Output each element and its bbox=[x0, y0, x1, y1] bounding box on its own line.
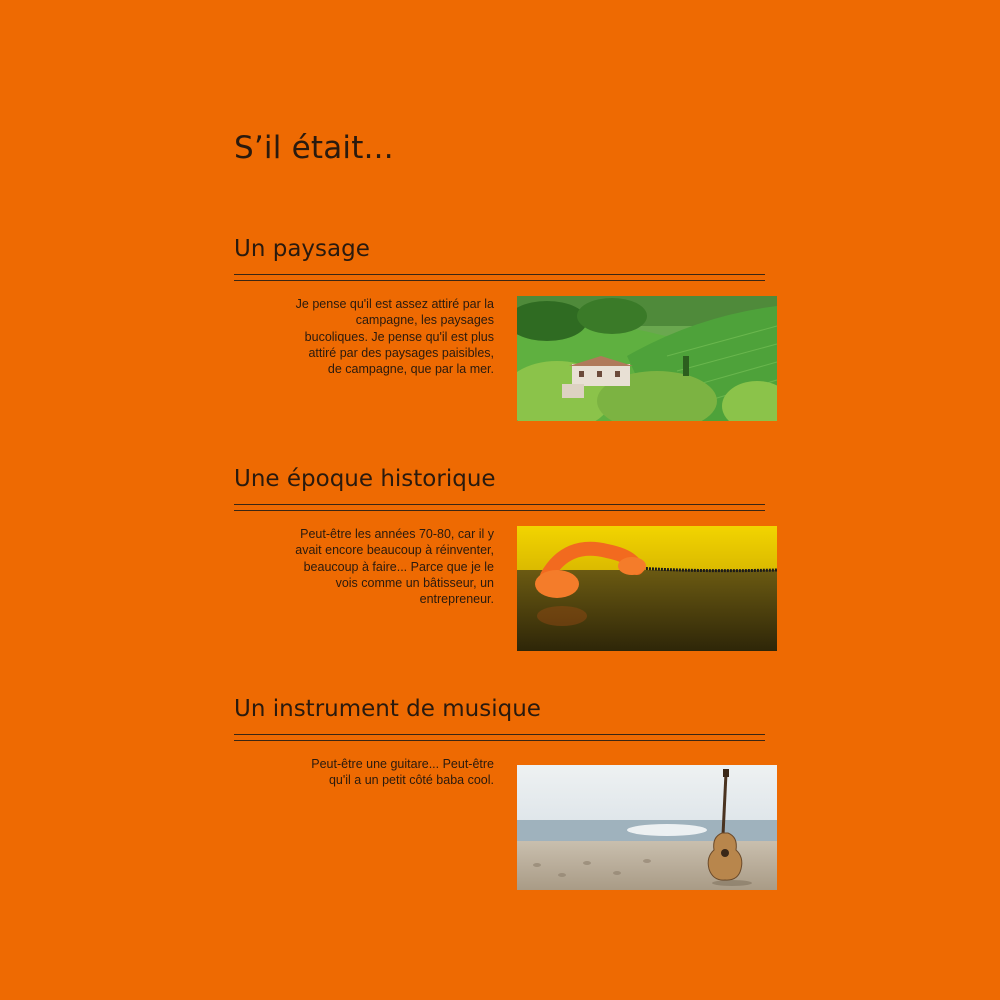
section-title: Un instrument de musique bbox=[234, 696, 541, 722]
section-description: Je pense qu'il est assez attiré par la campagne, les paysages bucoliques. Je pense qu'il est plus attiré par des paysages paisibles, de campagne, que par la mer. bbox=[295, 297, 494, 377]
double-rule-divider bbox=[234, 274, 765, 281]
telephone-photo bbox=[517, 526, 777, 651]
double-rule-divider bbox=[234, 504, 765, 511]
section-title: Une époque historique bbox=[234, 466, 496, 492]
section-title: Un paysage bbox=[234, 236, 370, 262]
guitar-beach-photo bbox=[517, 765, 777, 890]
countryside-photo bbox=[517, 296, 777, 421]
section-epoque bbox=[0, 466, 1000, 686]
section-paysage bbox=[0, 236, 1000, 456]
double-rule-divider bbox=[234, 734, 765, 741]
section-description: Peut-être une guitare... Peut-être qu'il a un petit côté baba cool. bbox=[311, 757, 494, 788]
section-description: Peut-être les années 70-80, car il y avait encore beaucoup à réinventer, beaucoup à faire... Parce que je le vois comme un bâtisseur, un entrepreneur. bbox=[295, 527, 494, 607]
page-title: S’il était... bbox=[234, 130, 394, 166]
section-instrument bbox=[0, 696, 1000, 916]
